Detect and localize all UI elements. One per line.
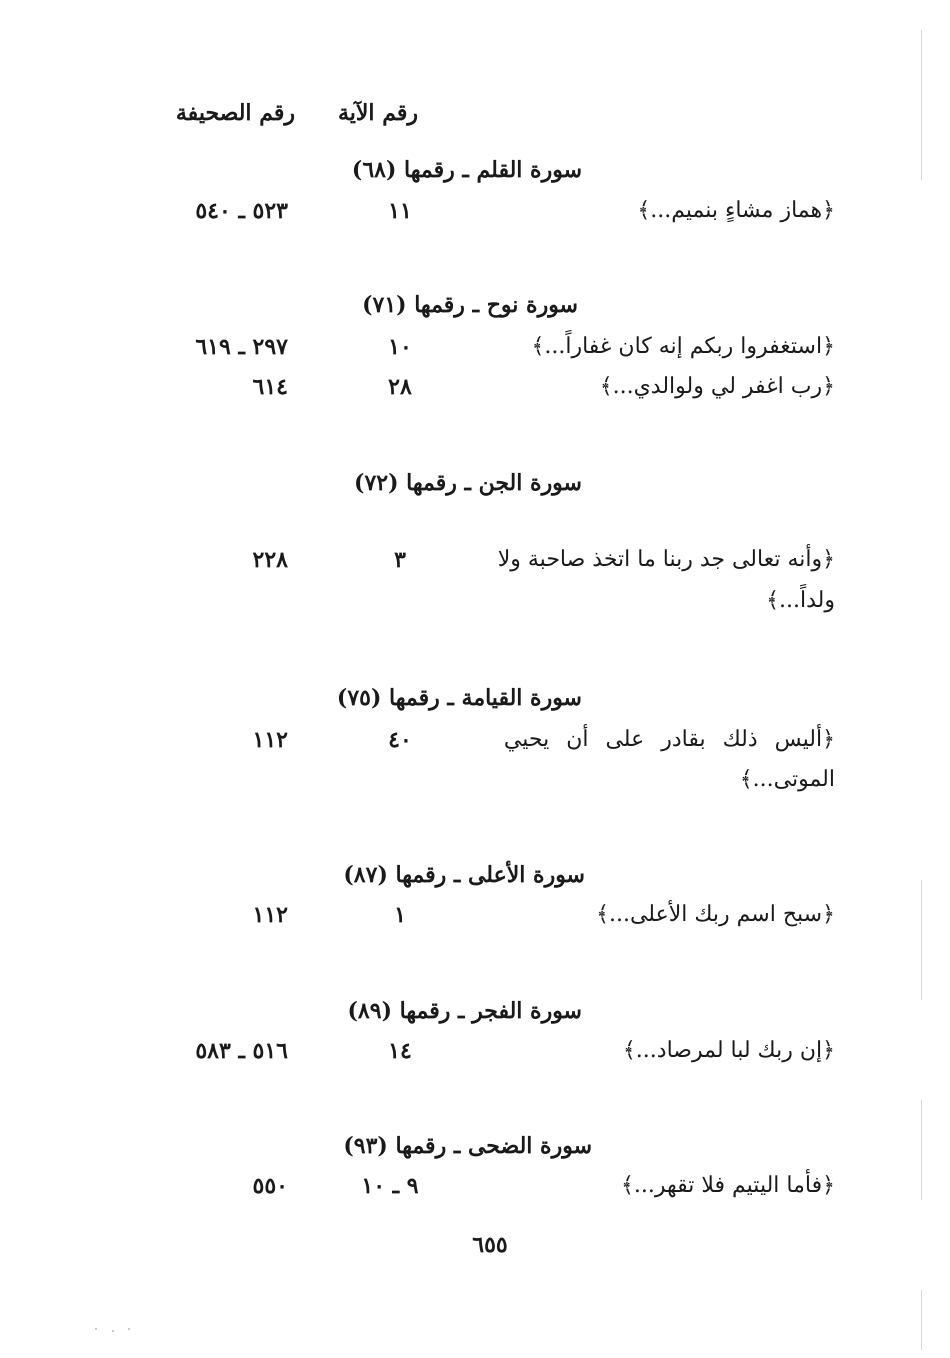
page-refs: ١١٢: [252, 727, 288, 753]
verse-text: ﴿وأنه تعالى جد ربنا ما اتخذ صاحبة ولا: [497, 547, 835, 572]
ayah-number: ١١: [388, 198, 412, 224]
ayah-number: ٣: [394, 547, 406, 573]
page-refs: ١١٢: [252, 902, 288, 928]
page-refs: ٢٩٧ ـ ٦١٩: [195, 334, 288, 360]
scan-edge-line: [921, 1100, 922, 1200]
ayah-number: ٤٠: [388, 727, 412, 753]
surah-heading: سورة الجن ـ رقمها (٧٢): [354, 470, 582, 496]
verse-text: ﴿رب اغفر لي ولوالدي...﴾: [599, 374, 835, 399]
header-ayah-number: رقم الآية: [337, 100, 418, 126]
ayah-number: ١٤: [388, 1038, 412, 1064]
ayah-number: ١: [394, 902, 406, 928]
page-number: ٦٥٥: [472, 1232, 508, 1258]
ayah-number: ٩ ـ ١٠: [361, 1173, 419, 1199]
ayah-number: ٢٨: [388, 374, 412, 400]
surah-heading: سورة الضحى ـ رقمها (٩٣): [343, 1133, 592, 1159]
surah-heading: سورة نوح ـ رقمها (٧١): [362, 292, 578, 318]
surah-heading: سورة القيامة ـ رقمها (٧٥): [336, 685, 582, 711]
verse-text: ﴿إن ربك لبا لمرصاد...﴾: [622, 1038, 835, 1063]
page-refs: ٥١٦ ـ ٥٨٣: [195, 1038, 288, 1064]
verse-text: ﴿أليس ذلك بقادر على أن يحيي: [503, 727, 835, 752]
page-refs: ٥٥٠: [252, 1173, 288, 1199]
surah-heading: سورة الأعلى ـ رقمها (٨٧): [343, 862, 585, 888]
verse-text: ﴿هماز مشاءٍ بنميم...﴾: [637, 198, 835, 223]
page-refs: ٥٢٣ ـ ٥٤٠: [195, 198, 288, 224]
verse-text: ﴿فأما اليتيم فلا تقهر...﴾: [621, 1173, 835, 1198]
scan-edge-line: [921, 30, 922, 180]
page-refs: ٢٢٨: [252, 547, 288, 573]
header-page-number: رقم الصحيفة: [175, 100, 295, 126]
verse-text-continuation: الموتى...﴾: [739, 767, 835, 792]
scan-speck: [95, 1328, 97, 1330]
ayah-number: ١٠: [388, 334, 412, 360]
scan-edge-line: [921, 1290, 922, 1350]
surah-heading: سورة القلم ـ رقمها (٦٨): [351, 157, 582, 183]
verse-text: ﴿سبح اسم ربك الأعلى...﴾: [596, 902, 835, 927]
page-refs: ٦١٤: [252, 374, 288, 400]
verse-text: ﴿استغفروا ربكم إنه كان غفاراً...﴾: [531, 334, 835, 359]
scan-edge-line: [921, 880, 922, 1000]
surah-heading: سورة الفجر ـ رقمها (٨٩): [347, 998, 582, 1024]
scan-speck: [128, 1328, 130, 1330]
scan-speck: [112, 1330, 114, 1332]
verse-text-continuation: ولداً...﴾: [766, 588, 835, 613]
